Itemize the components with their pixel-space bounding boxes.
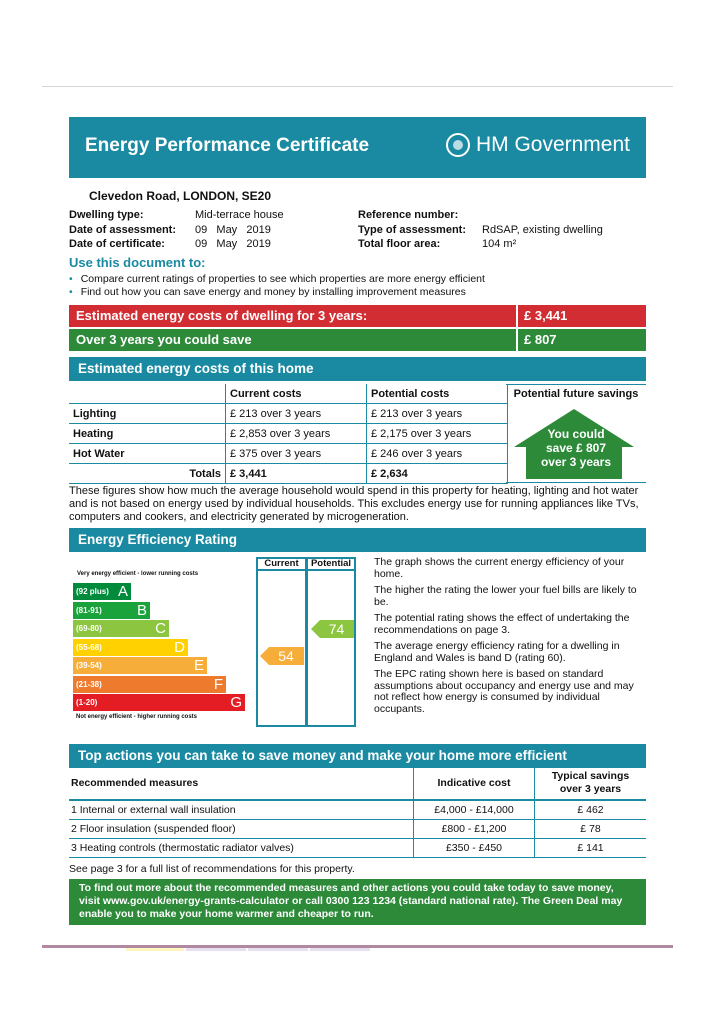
band-letter: F xyxy=(213,675,223,693)
use-document-list xyxy=(69,273,485,299)
current-cost-cell: £ 213 over 3 years xyxy=(226,404,367,424)
costs-section-title: Estimated energy costs of this home xyxy=(69,357,646,381)
top-divider xyxy=(42,86,673,87)
assessment-date-label: Date of assessment: xyxy=(69,224,176,236)
page-tab[interactable] xyxy=(186,948,246,951)
use-document-title: Use this document to: xyxy=(69,255,206,270)
table-header-row xyxy=(69,767,646,800)
band-letter: C xyxy=(155,620,166,637)
saving-cell: £ 462 xyxy=(535,800,647,820)
rating-band-g xyxy=(73,694,245,711)
hm-government-logo xyxy=(446,133,630,157)
indicative-cost-header: Indicative cost xyxy=(414,767,535,800)
potential-costs-header: Potential costs xyxy=(367,384,508,404)
explanation-text: The higher the rating the lower your fuel bills are likely to be. xyxy=(374,584,637,608)
row-label: Lighting xyxy=(69,404,226,424)
measure-cell: 1 Internal or external wall insulation xyxy=(69,800,414,820)
estimated-costs-label: Estimated energy costs of dwelling for 3 years: xyxy=(69,305,516,327)
dwelling-type-label: Dwelling type: xyxy=(69,209,144,221)
savings-line: save £ 807 xyxy=(545,441,607,455)
band-letter: G xyxy=(230,694,242,711)
current-cost-cell: £ 2,853 over 3 years xyxy=(226,424,367,444)
rating-band-d xyxy=(73,639,188,656)
table-row xyxy=(69,444,508,464)
band-range: (1-20) xyxy=(76,698,98,707)
potential-rating-column xyxy=(306,557,356,727)
explanation-text: The EPC rating shown here is based on standard assumptions about occupancy and energy use and may not reflect how energy is consumed by individual occupants. xyxy=(374,668,634,715)
table-row xyxy=(69,820,646,839)
government-label: HM Government xyxy=(475,133,630,156)
rating-top-note: Very energy efficient - lower running costs xyxy=(77,571,199,577)
band-range: (55-68) xyxy=(76,642,102,652)
table-row xyxy=(69,424,508,444)
explanation-text: The potential rating shows the effect of undertaking the recommendations on page 3. xyxy=(374,612,630,636)
potential-column-header: Potential xyxy=(306,557,356,571)
potential-cost-cell: £ 246 over 3 years xyxy=(367,444,508,464)
property-address: Clevedon Road, LONDON, SE20 xyxy=(89,189,272,203)
explanation-text: The average energy efficiency rating for a dwelling in England and Wales is band D (rating 60). xyxy=(374,640,620,664)
bullet-icon: • xyxy=(69,273,73,285)
estimated-costs-value: £ 3,441 xyxy=(518,305,646,327)
page-tab[interactable] xyxy=(126,948,184,951)
rating-band-a xyxy=(73,583,131,600)
savings-line: over 3 years xyxy=(540,455,612,469)
green-deal-footer: To find out more about the recommended measures and other actions you could take today to save money, visit www.gov.uk/energy-grants-calculator or call 0300 123 1234 (standard national rate). The Green Deal may enable you to make your home warmer and cheaper to run. xyxy=(69,879,646,925)
rating-band-b xyxy=(73,602,150,619)
typical-savings-header: Typical savings over 3 years xyxy=(535,767,647,800)
floor-area-label: Total floor area: xyxy=(358,238,441,250)
band-range: (81-91) xyxy=(76,605,102,615)
explanation-text: The graph shows the current energy efficiency of your home. xyxy=(374,556,625,580)
future-savings-header: Potential future savings xyxy=(513,388,639,400)
current-column-header: Current xyxy=(256,557,307,571)
totals-row xyxy=(69,464,508,484)
current-costs-header: Current costs xyxy=(226,384,367,404)
table-header-cell xyxy=(69,384,226,404)
energy-costs-table xyxy=(69,384,508,484)
saving-cell: £ 141 xyxy=(535,839,647,858)
rating-band-c xyxy=(73,620,169,637)
cost-cell: £4,000 - £14,000 xyxy=(414,800,535,820)
band-range: (39-54) xyxy=(76,661,102,670)
band-letter: D xyxy=(174,638,185,656)
table-row xyxy=(69,839,646,858)
certificate-date-value: 09 May 2019 xyxy=(195,238,271,250)
rating-band-e xyxy=(73,657,207,674)
potential-cost-cell: £ 213 over 3 years xyxy=(367,404,508,424)
list-item: • Find out how you can save energy and money by installing improvement measures xyxy=(69,286,466,298)
assessment-type-value: RdSAP, existing dwelling xyxy=(482,224,603,236)
actions-section-title: Top actions you can take to save money and make your home more efficient xyxy=(69,744,646,768)
costs-note: These figures show how much the average household would spend in this property for heating, lighting and hot water and is not based on energy used by individual households. This excludes energy use for running appliances like TVs, computers and cookers, and electricity generated by microgeneration. xyxy=(69,485,639,523)
table-header-row xyxy=(69,384,508,404)
band-letter: A xyxy=(117,583,128,600)
rating-bottom-note: Not energy efficient - higher running costs xyxy=(76,714,198,720)
future-savings-panel xyxy=(506,384,646,483)
row-label: Hot Water xyxy=(69,444,226,464)
measure-cell: 2 Floor insulation (suspended floor) xyxy=(69,820,414,839)
band-letter: E xyxy=(193,657,204,674)
measures-header: Recommended measures xyxy=(69,767,414,800)
page-tab[interactable] xyxy=(310,948,370,951)
current-rating-column xyxy=(256,557,307,727)
table-row xyxy=(69,800,646,820)
band-letter: B xyxy=(136,601,147,619)
current-cost-cell: £ 375 over 3 years xyxy=(226,444,367,464)
estimated-costs-bar xyxy=(69,305,646,327)
dwelling-type-value: Mid-terrace house xyxy=(195,209,284,221)
rating-section-title: Energy Efficiency Rating xyxy=(69,528,646,552)
bullet-icon: • xyxy=(69,286,73,298)
potential-savings-label: Over 3 years you could save xyxy=(69,329,516,351)
potential-savings-value: £ 807 xyxy=(518,329,646,351)
potential-cost-cell: £ 2,175 over 3 years xyxy=(367,424,508,444)
savings-arrow-text xyxy=(526,427,626,469)
rating-band-f xyxy=(73,676,226,693)
assessment-date-value: 09 May 2019 xyxy=(195,224,271,236)
potential-rating-value: 74 xyxy=(328,621,345,637)
see-page-note: See page 3 for a full list of recommendations for this property. xyxy=(69,863,355,875)
current-total: £ 3,441 xyxy=(226,464,367,484)
current-rating-value: 54 xyxy=(278,648,294,664)
royal-crest-icon xyxy=(446,133,470,157)
cost-cell: £800 - £1,200 xyxy=(414,820,535,839)
row-label: Heating xyxy=(69,424,226,444)
page-tab[interactable] xyxy=(248,948,308,951)
assessment-type-label: Type of assessment: xyxy=(358,224,467,236)
floor-area-value: 104 m² xyxy=(482,238,517,250)
potential-savings-bar xyxy=(69,329,646,351)
rating-explanations xyxy=(374,557,649,720)
certificate-date-label: Date of certificate: xyxy=(69,238,165,250)
list-item: • Compare current ratings of properties to see which properties are more energy efficient xyxy=(69,273,485,285)
band-range: (69-80) xyxy=(76,624,102,633)
totals-label: Totals xyxy=(69,464,226,484)
band-range: (92 plus) xyxy=(76,587,109,596)
recommended-measures-table xyxy=(69,767,646,858)
reference-number-label: Reference number: xyxy=(358,209,459,221)
table-row xyxy=(69,404,508,424)
potential-total: £ 2,634 xyxy=(367,464,508,484)
saving-cell: £ 78 xyxy=(535,820,647,839)
cost-cell: £350 - £450 xyxy=(414,839,535,858)
savings-line: You could xyxy=(547,427,605,441)
measure-cell: 3 Heating controls (thermostatic radiator valves) xyxy=(69,839,414,858)
certificate-title: Energy Performance Certificate xyxy=(85,135,370,156)
certificate-header xyxy=(69,117,646,178)
band-range: (21-38) xyxy=(76,679,102,689)
